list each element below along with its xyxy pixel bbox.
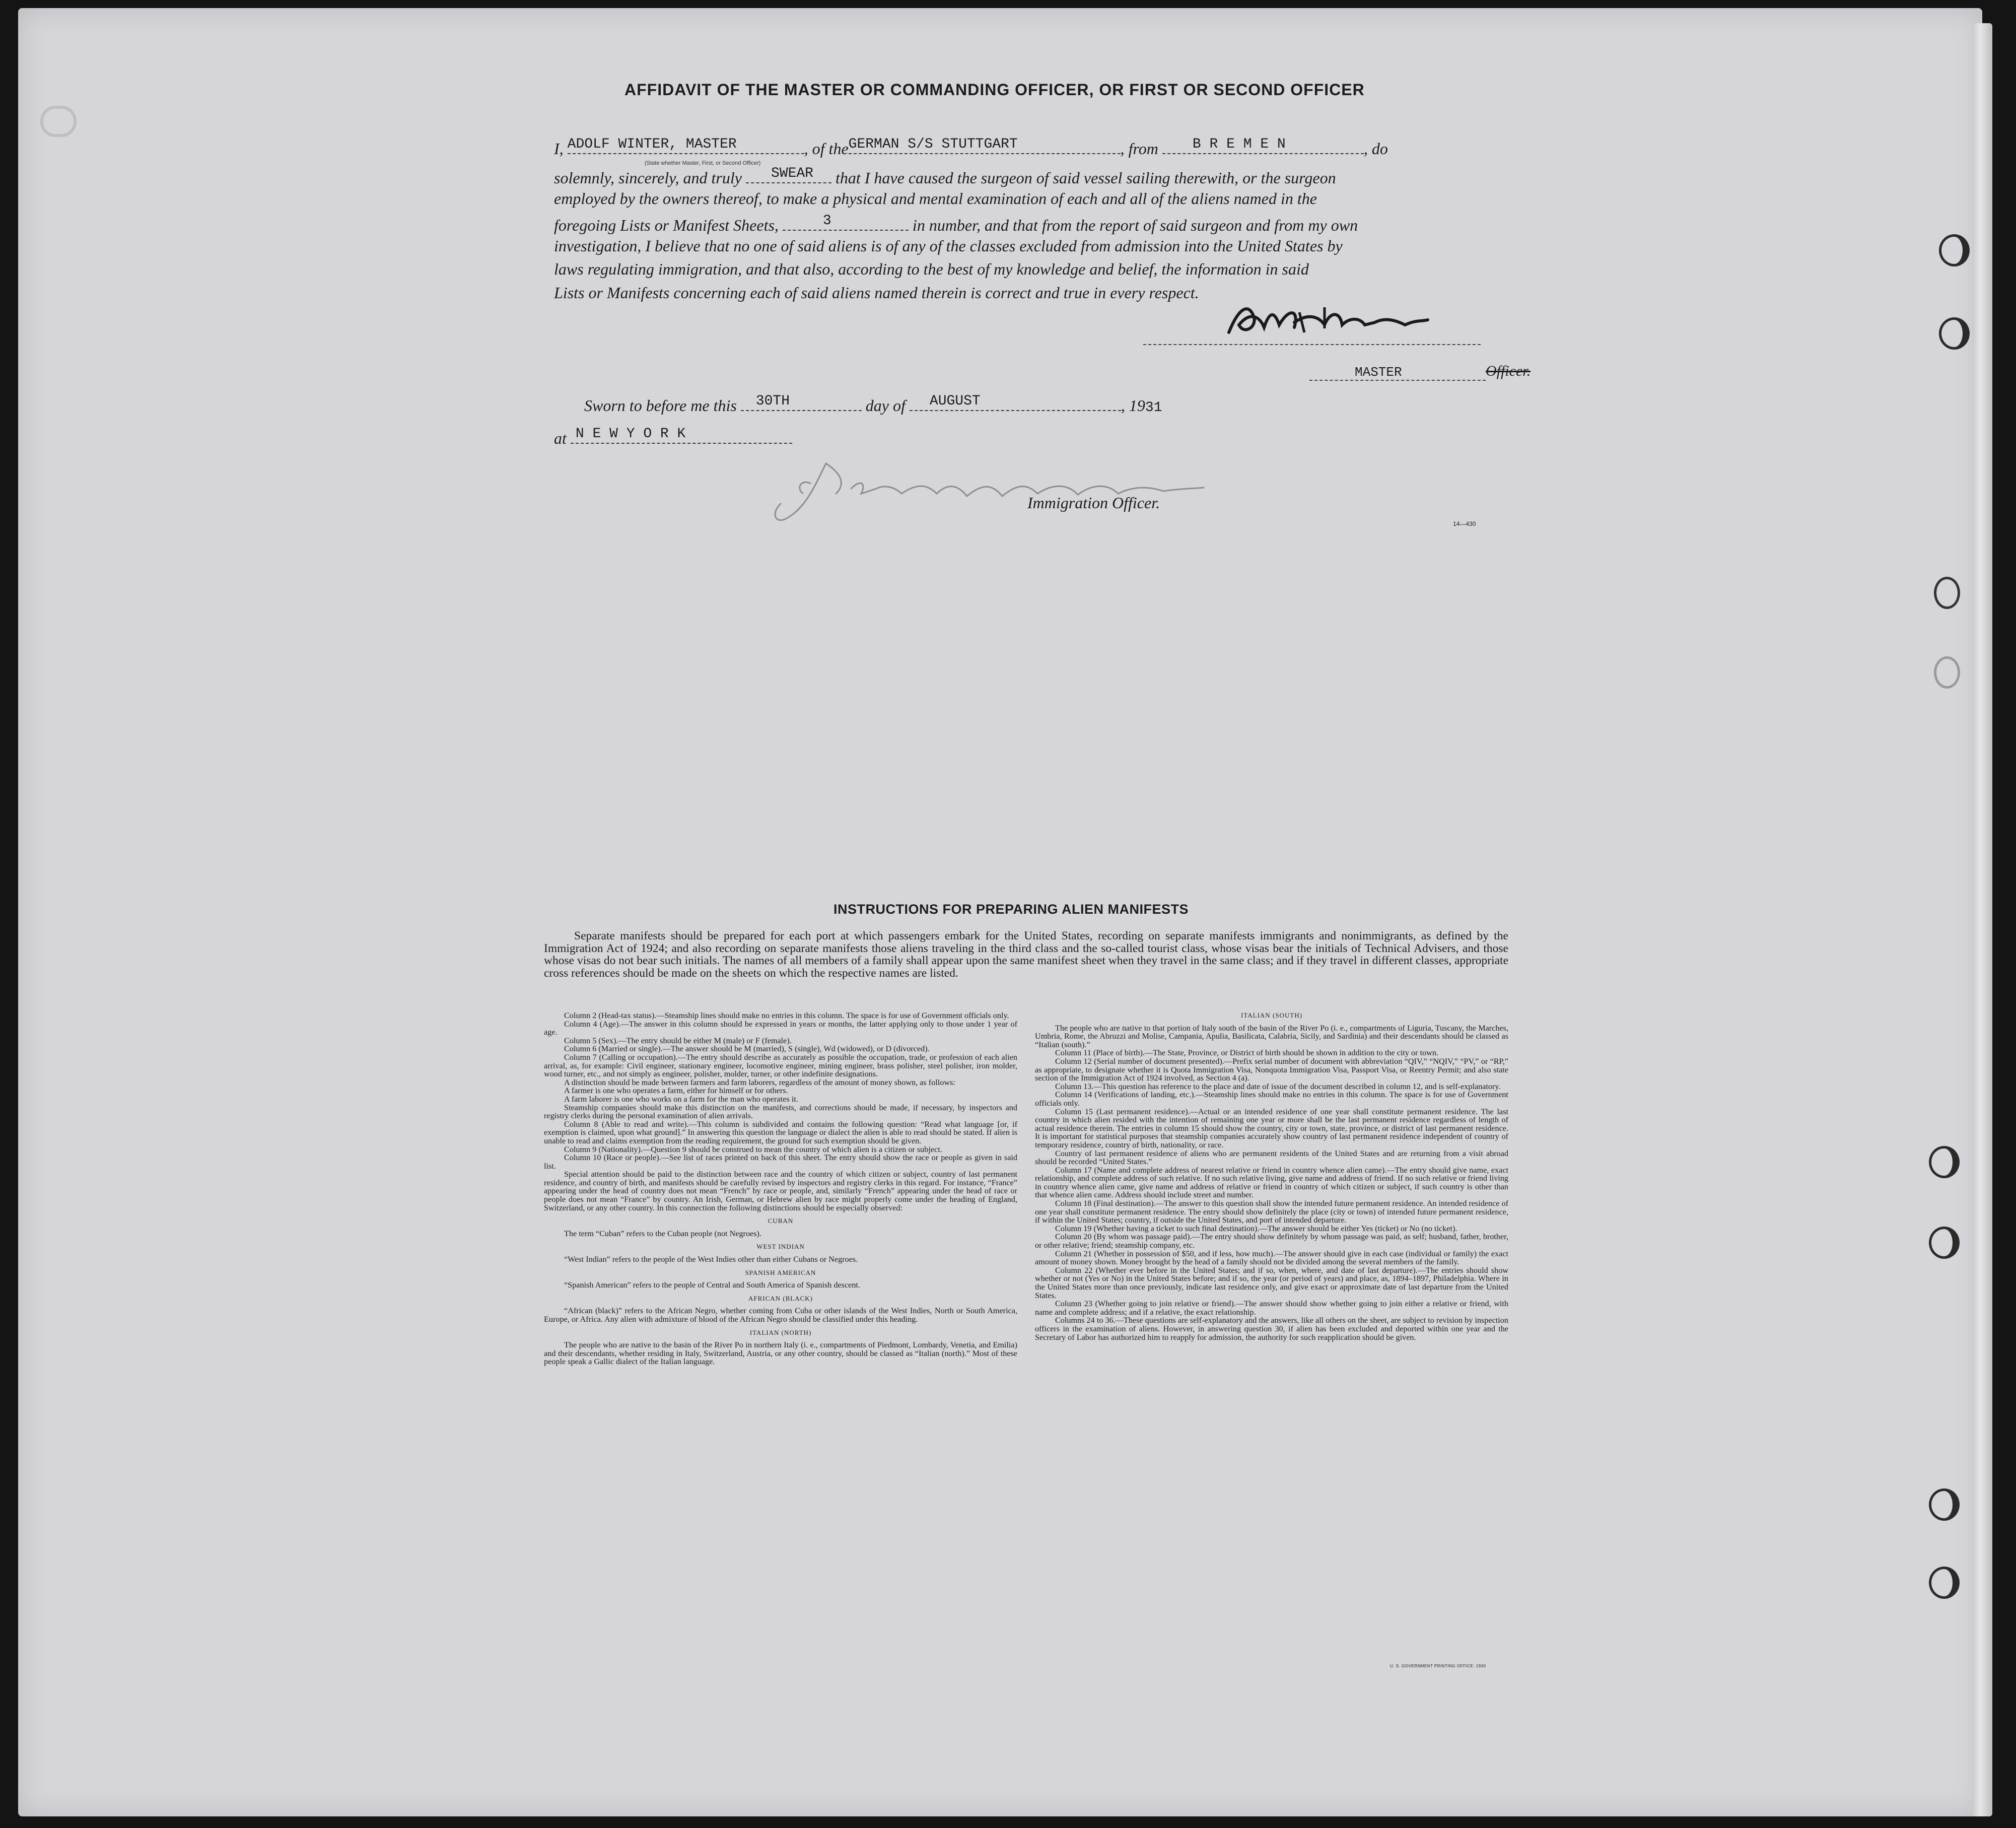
instruction-paragraph: Column 14 (Verifications of landing, etc.).—Steamship lines should make no entries in this column. The space is for use of Government officials only. [1035, 1090, 1508, 1108]
affidavit-text: that I have caused the surgeon of said vessel sailing therewith, or the surgeon [835, 169, 1336, 187]
instruction-paragraph: “Spanish American” refers to the people of Central and South America of Spanish descent. [564, 1280, 860, 1290]
section-heading: CUBAN [768, 1217, 794, 1225]
rank-value: MASTER [1309, 365, 1486, 381]
form-number: 14—430 [1453, 520, 1476, 527]
instruction-paragraph: Column 9 (Nationality).—Question 9 should be construed to mean the country of which alien is a citizen or subject. [564, 1144, 942, 1154]
instruction-paragraph: A farmer is one who operates a farm, either for himself or for others. [564, 1086, 788, 1096]
affidavit-text: Sworn to before me this [584, 396, 737, 415]
affidavit-text: , of the [804, 140, 849, 158]
instruction-paragraph: The term “Cuban” refers to the Cuban people (not Negroes). [564, 1229, 761, 1238]
affidavit-line-7: Lists or Manifests concerning each of said aliens named therein is correct and true in every respect. [554, 284, 1199, 302]
instruction-paragraph: Steamship companies should make this distinction on the manifests, and corrections should be made, if necessary, by inspectors and registry clerks during the personal examination of alien arrivals. [544, 1103, 1017, 1121]
instruction-paragraph: Column 7 (Calling or occupation).—The entry should describe as accurately as possible the occupation, trade, or profession of each alien arrival, as, for example: Civil engineer, stationary engineer, locomotive engineer, mining engineer, brass polisher, steel polisher, iron molder, wood turner, etc., and not simply as engineer, polisher, molder, turner, or other indefinite designations. [544, 1052, 1017, 1079]
vessel-value: GERMAN S/S STUTTGART [848, 137, 1018, 152]
binder-hole-icon [1929, 1146, 1960, 1178]
binder-hole-icon [1929, 1488, 1960, 1521]
instruction-paragraph: Country of last permanent residence of aliens who are permanent residents of the United States and are returning from a visit abroad should be recorded “United States.” [1035, 1148, 1508, 1167]
instruction-paragraph: “African (black)” refers to the African Negro, whether coming from Cuba or other islands of the West Indies, North or South America, Europe, or Africa. Any alien with admixture of blood of the African Negro should be classified under this heading. [544, 1306, 1017, 1324]
affidavit-text: , from [1120, 140, 1158, 158]
affidavit-text: in number, and that from the report of said surgeon and from my own [912, 216, 1358, 234]
rank-subnote: (State whether Master, First, or Second Officer) [645, 160, 761, 166]
place-line [554, 426, 1526, 448]
affidavit-line-1 [554, 136, 1526, 158]
instruction-paragraph: Column 22 (Whether ever before in the United States; and if so, when, where, and date of last departure).—The entries should show whether or not (Yes or No) in the United States before; and if so, the year (or period of years) and place, as, 1894–1897, Philadelphia. Where in the United States more than once previously, indicate last residence only, and give exact or approximate date of last departure from the United States. [1035, 1265, 1508, 1300]
sheet-count-field [783, 213, 909, 231]
section-heading: WEST INDIAN [756, 1243, 805, 1251]
instruction-paragraph: Column 11 (Place of birth).—The State, Province, or District of birth should be shown in addition to the city or town. [1055, 1048, 1438, 1058]
master-signature [1224, 297, 1430, 343]
binder-hole-icon [1939, 234, 1970, 266]
instruction-paragraph: A farm laborer is one who works on a farm for the man who operates it. [564, 1094, 798, 1104]
affidavit-line-4 [554, 213, 1526, 235]
vessel-field [849, 136, 1121, 154]
master-name-value: ADOLF WINTER, MASTER [567, 137, 737, 152]
instruction-paragraph: Column 2 (Head-tax status).—Steamship lines should make no entries in this column. The space is for use of Government officials only. [564, 1011, 1009, 1020]
instruction-paragraph: Column 4 (Age).—The answer in this column should be expressed in years or months, the latter applying only to those under 1 year of age. [544, 1019, 1017, 1037]
month-field [910, 393, 1121, 411]
place-value: N E W Y O R K [575, 426, 686, 442]
day-field [741, 393, 862, 411]
instruction-paragraph: Column 18 (Final destination).—The answer to this question shall show the intended future permanent residence. An intended residence of one year shall constitute permanent residence. The entry should show definitely the place (city or town) of intended future permanent residence, if within the United States; country, if outside the United States, and port of intended departure. [1035, 1199, 1508, 1225]
port-value: B R E M E N [1192, 137, 1286, 152]
instruction-paragraph: Column 10 (Race or people).—See list of races printed on back of this sheet. The entry should show the race or people as given in said list. [544, 1153, 1017, 1171]
immigration-officer-label: Immigration Officer. [1027, 494, 1160, 512]
instruction-paragraph: Column 19 (Whether having a ticket to such final destination).—The answer should be either Yes (ticket) or No (no ticket). [1055, 1224, 1457, 1233]
instruction-paragraph: Special attention should be paid to the distinction between race and the country of which citizen or subject, country of last permanent residence, and country of birth, and manifests should be carefully revised by inspectors and registry clerks in this regard. For instance, “France” appearing under the head of country does not mean “French” by race or people, and, similarly “French” appearing under the head of race or people does not mean “France” by country. An Irish, German, or Hebrew alien by race might properly come under the heading of England, Switzerland, or any other country. In this connection the following distinctions should be especially observed: [544, 1170, 1017, 1212]
instruction-paragraph: The people who are native to that portion of Italy south of the basin of the River Po (i. e., compartments of Liguria, Tuscany, the Marches, Umbria, Rome, the Abruzzi and Molise, Campania, Apulia, Basilicata, Calabria, Sicily, and Sardinia) and their descendants should be classed as “Italian (south).” [1035, 1023, 1508, 1049]
port-field [1162, 136, 1364, 154]
oath-value: SWEAR [771, 166, 813, 181]
affidavit-line-2 [554, 165, 1526, 187]
instruction-paragraph: A distinction should be made between farmers and farm laborers, regardless of the amount of money shown, as follows: [564, 1077, 955, 1087]
affidavit-line-3: employed by the owners thereof, to make a physical and mental examination of each and all of the aliens named in the [554, 189, 1317, 208]
affidavit-title: AFFIDAVIT OF THE MASTER OR COMMANDING OFFICER, OR FIRST OR SECOND OFFICER [624, 81, 1365, 99]
instruction-paragraph: Column 8 (Able to read and write).—This column is subdivided and contains the following question: “Read what language [or, if exemption is claimed, upon what ground].” In answering this question the language or dialect the alien is able to read should be stated. If alien is unable to read and claims exemption from the reading requirement, the ground for such exemption should be given. [544, 1119, 1017, 1145]
year-value: 31 [1145, 400, 1162, 416]
month-value: AUGUST [929, 393, 981, 409]
instruction-paragraph: Columns 24 to 36.—These questions are self-explanatory and the answers, like all others on the sheet, are subject to revision by inspection officers in the examination of aliens. However, in answering question 30, if alien has been excluded and deported within one year and the Secretary of Labor has authorized him to reapply for admission, the authority for such reapplication should be given. [1035, 1316, 1508, 1342]
at-label: at [554, 429, 567, 447]
printer-imprint: U. S. GOVERNMENT PRINTING OFFICE: 1930 [1390, 1664, 1486, 1668]
instructions-intro: Separate manifests should be prepared for each port at which passengers embark for the United States, recording on separate manifests immigrants and nonimmigrants, as defined by the Immigration Act of 1924; and also recording on separate manifests those aliens traveling in the third class and the so-called tourist class, whose visas bear the initials of Technical Advisers, and those whose visas do not bear such initials. The names of all members of a family shall appear upon the same manifest sheet when they travel in the same class; and if they travel in different classes, appropriate cross references should be made on the sheets on which the respective names are listed. [544, 929, 1508, 980]
instruction-paragraph: Column 15 (Last permanent residence).—Actual or an intended residence of one year shall constitute permanent residence. The last country in which alien resided with the intention of remaining one year or more shall be the last permanent residence regardless of length of actual residence therein. The entries in column 15 should show the country, city or town, state, province, or district of last permanent residence. It is important for statistical purposes that steamship companies accurately show country of last permanent residence independent of country of temporary residence, country of birth, nationality, or race. [1035, 1107, 1508, 1149]
instruction-paragraph: The people who are native to the basin of the River Po in northern Italy (i. e., compartments of Piedmont, Lombardy, Venetia, and Emilia) and their descendants, whether residing in Italy, Switzerland, Austria, or any other country, should be classed as “Italian (north).” Most of these people speak a Gallic dialect of the Italian language. [544, 1340, 1017, 1367]
binder-hole-icon [1934, 577, 1960, 609]
day-value: 30TH [755, 393, 790, 409]
stray-mark [40, 106, 77, 137]
affidavit-line-5: investigation, I believe that no one of said aliens is of any of the classes excluded from admission into the United States by [554, 237, 1343, 255]
sheet-count-value: 3 [822, 213, 831, 229]
instructions-left-column [544, 1011, 1017, 1366]
instructions-title: INSTRUCTIONS FOR PREPARING ALIEN MANIFESTS [833, 902, 1189, 917]
sworn-line [584, 393, 1556, 416]
oath-field [746, 165, 831, 183]
instruction-paragraph: Column 23 (Whether going to join relative or friend).—The answer should show whether going to join either a relative or friend, with name and complete address; and if a relative, the exact relationship. [1035, 1299, 1508, 1317]
affidavit-text: solemnly, sincerely, and truly [554, 169, 742, 187]
instruction-paragraph: “West Indian” refers to the people of the West Indies other than either Cubans or Negroes. [564, 1255, 858, 1264]
affidavit-text: day of [865, 396, 906, 415]
affidavit-text: , 19 [1121, 396, 1145, 415]
binder-hole-icon [1929, 1227, 1960, 1259]
signer-title-line [1309, 363, 1531, 381]
section-heading: AFRICAN (BLACK) [748, 1294, 813, 1302]
instruction-paragraph: Column 13.—This question has reference to the place and date of issue of the document described in column 12, and is self-explanatory. [1055, 1081, 1501, 1091]
instruction-paragraph: Column 20 (By whom was passage paid).—The entry should show definitely by whom passage was paid, as self; husband, father, brother, or other relative; friend; steamship company, etc. [1035, 1232, 1508, 1250]
instructions-right-column [1035, 1011, 1508, 1341]
affidavit-text: , do [1363, 140, 1388, 158]
section-heading: ITALIAN (NORTH) [749, 1328, 812, 1336]
instruction-paragraph: Column 21 (Whether in possession of $50, and if less, how much).—The answer should give in each case (individual or family) the exact amount of money shown. Money brought by the head of a family should not be divided among the several members of the family. [1035, 1249, 1508, 1267]
sheet-edge [1972, 23, 1992, 1816]
binder-hole-icon [1934, 656, 1960, 689]
instruction-paragraph: Column 12 (Serial number of document presented).—Prefix serial number of document with abbreviation “QIV,” “NQIV,” “PV,” or “RP,” as appropriate, to designate whether it is Quota Immigration Visa, Nonquota Immigration Visa, Passport Visa, or Reentry Permit; and also state section of the Immigration Act of 1924 involved, as Section 4 (a). [1035, 1056, 1508, 1083]
section-heading: SPANISH AMERICAN [745, 1268, 816, 1276]
instruction-paragraph: Column 5 (Sex).—The entry should be either M (male) or F (female). [564, 1036, 792, 1045]
officer-label: Officer. [1486, 363, 1531, 379]
binder-hole-icon [1939, 317, 1970, 350]
master-name-field [568, 136, 804, 154]
place-field [571, 426, 792, 444]
affidavit-text: I, [554, 140, 564, 158]
signature-line [1143, 344, 1481, 345]
instruction-paragraph: Column 17 (Name and complete address of nearest relative or friend in country whence alien came).—The entry should give name, exact relationship, and complete address of such relative. If no such relative living, give name and address of friend. If no such relative or friend living in country whence alien came, give name and address of relative or friend in country of which citizen or subject, if such country is other than that whence alien came. Address should include street and number. [1035, 1165, 1508, 1200]
affidavit-line-6: laws regulating immigration, and that also, according to the best of my knowledge and belief, the information in said [554, 260, 1309, 278]
instruction-paragraph: Column 6 (Married or single).—The answer should be M (married), S (single), Wd (widowed), or D (divorced). [564, 1044, 930, 1054]
binder-hole-icon [1929, 1567, 1960, 1599]
section-heading: ITALIAN (SOUTH) [1241, 1011, 1302, 1019]
affidavit-text: foregoing Lists or Manifest Sheets, [554, 216, 779, 234]
